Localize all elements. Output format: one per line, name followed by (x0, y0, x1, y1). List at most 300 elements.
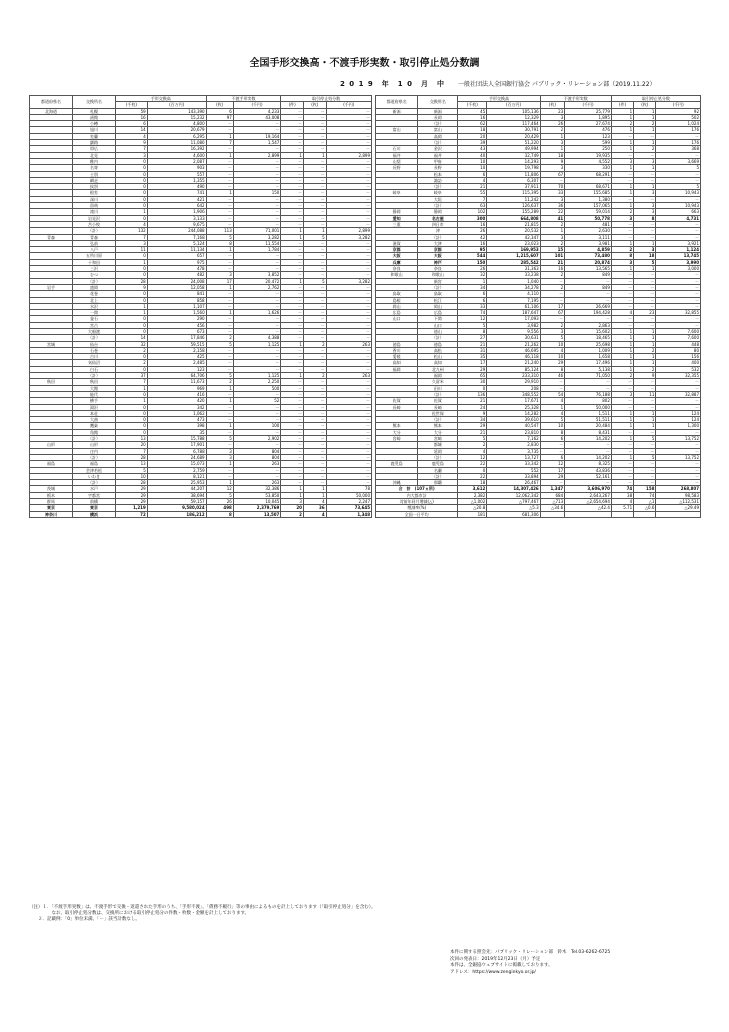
cell-value: 2 (611, 209, 633, 215)
cell-value: － (611, 171, 633, 177)
cell-value: － (656, 234, 701, 240)
cell-value: － (206, 391, 233, 397)
cell-value: － (303, 297, 326, 303)
cell-value: 1 (281, 278, 304, 284)
cell-value: 3 (540, 140, 564, 146)
cell-value: 25,779 (565, 108, 612, 114)
cell-value: 2 (634, 347, 656, 353)
summary-value (611, 511, 633, 517)
summary-value: 3,612 (458, 486, 487, 492)
cell-value: － (611, 461, 633, 467)
cell-value: 1,658 (565, 354, 612, 360)
cell-value: 9 (540, 158, 564, 164)
cell-value: 17,846 (147, 335, 206, 341)
cell-value: － (233, 297, 281, 303)
cell-value: 7 (458, 196, 487, 202)
cell-value: 4 (540, 398, 564, 404)
cell-value: 17,496 (565, 360, 612, 366)
cell-value: － (281, 284, 304, 290)
cell-value: 15,232 (147, 114, 206, 120)
cell-value: 0 (116, 423, 148, 429)
cell-value: － (656, 152, 701, 158)
cell-value: 1 (634, 165, 656, 171)
cell-value: － (634, 467, 656, 473)
cell-value: 2 (540, 240, 564, 246)
header-count-sheets-2: (枚) (634, 102, 656, 108)
cell-value: 21,240 (487, 360, 540, 366)
cell-exchange: （計） (418, 473, 458, 479)
cell-exchange: 高知 (418, 360, 458, 366)
cell-value: － (656, 177, 701, 183)
cell-value: － (326, 209, 371, 215)
cell-value: 1 (206, 398, 233, 404)
cell-value: 1 (206, 152, 233, 158)
cell-value: 186,212 (147, 511, 206, 517)
cell-value: 481 (565, 221, 612, 227)
cell-value: 18,465 (565, 335, 612, 341)
cell-value: 26 (458, 266, 487, 272)
cell-value: － (634, 177, 656, 183)
cell-value: － (233, 328, 281, 334)
cell-value: 1,125 (233, 373, 281, 379)
cell-value: 85,124 (487, 366, 540, 372)
cell-value: 1 (281, 341, 304, 347)
cell-value: 17 (206, 278, 233, 284)
cell-value: 5 (634, 436, 656, 442)
cell-value: － (326, 108, 371, 114)
cell-value: 1 (206, 247, 233, 253)
cell-value: － (326, 259, 371, 265)
cell-value: － (206, 196, 233, 202)
cell-value: － (611, 480, 633, 486)
cell-value: 1 (116, 385, 148, 391)
cell-value: 25,328 (487, 404, 540, 410)
cell-value: 117,464 (487, 121, 540, 127)
cell-value: 1 (611, 328, 633, 334)
cell-value: － (326, 215, 371, 221)
cell-value: － (656, 448, 701, 454)
cell-value: 3,111 (565, 234, 612, 240)
cell-value: 1 (634, 410, 656, 416)
cell-value: － (233, 442, 281, 448)
cell-value: － (656, 442, 701, 448)
cell-value: － (656, 284, 701, 290)
cell-prefecture: 富山 (376, 127, 418, 133)
cell-prefecture: 京都 (376, 247, 418, 253)
cell-value: 7 (116, 146, 148, 152)
cell-value: － (326, 171, 371, 177)
cell-value: 92 (656, 108, 701, 114)
cell-value: － (233, 473, 281, 479)
header-amount-thousand: (千円) (565, 102, 612, 108)
cell-value: 2,863 (565, 322, 612, 328)
cell-value: － (326, 190, 371, 196)
cell-prefecture: 大分 (376, 429, 418, 435)
cell-value: － (326, 442, 371, 448)
cell-value: 29 (458, 366, 487, 372)
cell-value: 8 (611, 253, 633, 259)
header-pref: 都道府県名 (30, 96, 73, 109)
cell-value: － (326, 272, 371, 278)
cell-value: － (656, 228, 701, 234)
cell-prefecture: 熊本 (376, 423, 418, 429)
cell-value: － (206, 253, 233, 259)
cell-exchange: 留萌 (73, 203, 116, 209)
cell-value: 4 (303, 499, 326, 505)
cell-exchange: 富山 (418, 127, 458, 133)
cell-value: 330 (565, 165, 612, 171)
cell-value: － (326, 303, 371, 309)
cell-value: 32,749 (487, 152, 540, 158)
cell-value: － (281, 385, 304, 391)
cell-value: － (656, 196, 701, 202)
cell-value: － (326, 114, 371, 120)
summary-value: 4 (611, 499, 633, 505)
cell-value: 903 (147, 165, 206, 171)
cell-value: － (656, 272, 701, 278)
cell-value: － (281, 417, 304, 423)
cell-value: － (281, 379, 304, 385)
cell-value: － (656, 379, 701, 385)
cell-value: － (656, 316, 701, 322)
cell-value: 33,894 (487, 473, 540, 479)
cell-value: 32 (116, 341, 148, 347)
summary-value: △1,002 (458, 499, 487, 505)
cell-value: 105,136 (487, 108, 540, 114)
summary-row (376, 505, 701, 511)
cell-value: 1 (281, 486, 304, 492)
summary-value: 38 (611, 492, 633, 498)
cell-value: 0 (116, 272, 148, 278)
cell-value: 7,162 (487, 436, 540, 442)
cell-value: 1,124 (656, 247, 701, 253)
cell-value: 10,045 (233, 499, 281, 505)
cell-exchange: （計） (418, 284, 458, 290)
cell-value: 11,554 (233, 240, 281, 246)
cell-value: 7 (116, 379, 148, 385)
cell-value: － (206, 266, 233, 272)
cell-exchange: 旭川 (73, 127, 116, 133)
cell-value: － (303, 328, 326, 334)
cell-value: 2,247 (326, 499, 371, 505)
cell-value: 6,307 (487, 177, 540, 183)
cell-value: － (611, 221, 633, 227)
cell-value: － (611, 291, 633, 297)
cell-value: 4 (611, 310, 633, 316)
cell-value: － (281, 467, 304, 473)
cell-value: － (303, 360, 326, 366)
cell-value: － (565, 278, 612, 284)
cell-prefecture: 佐賀 (376, 398, 418, 404)
cell-value: 1,511 (565, 410, 612, 416)
header-amount-thousand-2: (千円) (326, 102, 371, 108)
cell-value: 68,291 (565, 171, 612, 177)
cell-exchange: 一関 (73, 310, 116, 316)
cell-value: 52 (233, 398, 281, 404)
cell-value: 76,188 (565, 391, 612, 397)
cell-value: － (303, 354, 326, 360)
cell-value: 1 (611, 266, 633, 272)
cell-value: 40 (458, 152, 487, 158)
cell-value: 2 (303, 341, 326, 347)
cell-exchange: （計） (418, 234, 458, 240)
cell-value: － (326, 196, 371, 202)
cell-value: 1,348 (326, 511, 371, 517)
cell-value: 1 (611, 360, 633, 366)
cell-value: 0 (116, 266, 148, 272)
cell-value: 1,215,607 (487, 253, 540, 259)
cell-value: － (233, 209, 281, 215)
cell-exchange: 鷹巣 (73, 423, 116, 429)
cell-value: 2 (116, 360, 148, 366)
cell-value: 43 (458, 146, 487, 152)
cell-value: － (540, 297, 564, 303)
cell-value: 416 (147, 391, 206, 397)
cell-value: 20,532 (487, 228, 540, 234)
cell-value: － (281, 146, 304, 152)
cell-value: － (634, 404, 656, 410)
cell-value: 20,472 (233, 278, 281, 284)
cell-value: 187,647 (487, 310, 540, 316)
cell-value: － (303, 467, 326, 473)
cell-value: 0 (116, 171, 148, 177)
cell-value: － (281, 127, 304, 133)
cell-value: － (326, 158, 371, 164)
cell-value: 1 (303, 228, 326, 234)
cell-exchange: 徳島 (418, 341, 458, 347)
cell-value: 2 (634, 366, 656, 372)
cell-value: 12 (458, 316, 487, 322)
cell-value: 8 (206, 511, 233, 517)
cell-value: 1,547 (233, 140, 281, 146)
cell-value: － (303, 259, 326, 265)
cell-value: 10 (458, 165, 487, 171)
cell-value: 24 (458, 404, 487, 410)
cell-value: 2 (540, 127, 564, 133)
cell-value: 5 (458, 322, 487, 328)
cell-value: － (281, 209, 304, 215)
cell-value: － (303, 215, 326, 221)
cell-value: － (303, 461, 326, 467)
cell-value: － (206, 171, 233, 177)
summary-value: △42.4 (565, 505, 612, 511)
cell-value: 849 (565, 284, 612, 290)
cell-prefecture: 和歌山 (376, 272, 418, 278)
header-suspension: 取引停止処分数 (281, 96, 372, 102)
cell-value: 0 (116, 190, 148, 196)
cell-value: 975 (147, 259, 206, 265)
cell-value: － (206, 467, 233, 473)
cell-exchange: 宇都宮 (73, 492, 116, 498)
cell-value: 425 (147, 354, 206, 360)
cell-value: 1 (611, 347, 633, 353)
cell-value: － (303, 429, 326, 435)
cell-value: 2,630 (565, 228, 612, 234)
header-count-sheets: (枚) (540, 102, 564, 108)
cell-value: 18 (458, 480, 487, 486)
cell-value: － (303, 473, 326, 479)
cell-value: － (233, 360, 281, 366)
cell-exchange: 鹿児島 (418, 461, 458, 467)
cell-value: 1 (611, 341, 633, 347)
cell-value: － (565, 297, 612, 303)
cell-exchange: （計） (73, 454, 116, 460)
cell-value: 14 (116, 335, 148, 341)
cell-value: － (206, 121, 233, 127)
cell-value: 1 (206, 310, 233, 316)
cell-value: 21 (458, 429, 487, 435)
cell-value: 102 (458, 209, 487, 215)
cell-value: 73,645 (326, 505, 371, 511)
cell-value: － (303, 127, 326, 133)
cell-exchange: 岩見沢 (73, 215, 116, 221)
contact-box (450, 950, 610, 976)
header-count-sheets-2: (枚) (303, 102, 326, 108)
cell-value: － (326, 266, 371, 272)
cell-value: － (303, 398, 326, 404)
cell-value: － (206, 127, 233, 133)
cell-value: 176 (656, 140, 701, 146)
cell-value: 35 (458, 354, 487, 360)
cell-value: 4,233 (233, 108, 281, 114)
cell-value: － (233, 303, 281, 309)
cell-value: － (206, 404, 233, 410)
cell-value: 100 (233, 423, 281, 429)
cell-value: 3 (634, 190, 656, 196)
cell-value: 3 (540, 196, 564, 202)
cell-value: － (611, 398, 633, 404)
cell-value: － (303, 165, 326, 171)
cell-value: 22 (458, 473, 487, 479)
cell-value: 33,342 (487, 461, 540, 467)
cell-value: － (233, 158, 281, 164)
cell-value: 5 (206, 436, 233, 442)
cell-value: － (303, 284, 326, 290)
cell-value: 6 (458, 171, 487, 177)
cell-value: 473 (147, 417, 206, 423)
cell-value: 59 (116, 108, 148, 114)
cell-value: 2 (303, 373, 326, 379)
cell-value: 22 (540, 209, 564, 215)
cell-exchange: 北上 (73, 297, 116, 303)
cell-value: 233,310 (487, 373, 540, 379)
cell-value: 3,921 (656, 240, 701, 246)
cell-value: 4 (458, 448, 487, 454)
cell-value: － (611, 467, 633, 473)
cell-exchange: 三沢 (73, 266, 116, 272)
header-clearing: 手形交換高 (116, 96, 207, 102)
cell-exchange: 滝川 (73, 209, 116, 215)
cell-value: 3,982 (487, 322, 540, 328)
summary-value: △112,531 (656, 499, 701, 505)
summary-value: 681,306 (487, 511, 540, 517)
header-dishonored: 不渡手形実数 (540, 96, 611, 102)
cell-exchange: （計） (418, 184, 458, 190)
cell-exchange: 札幌 (73, 108, 116, 114)
cell-prefecture: 福井 (376, 152, 418, 158)
cell-exchange: 帯広 (73, 146, 116, 152)
cell-value: － (326, 335, 371, 341)
cell-value: － (656, 467, 701, 473)
cell-exchange: 大垣 (418, 196, 458, 202)
cell-value: － (303, 133, 326, 139)
cell-value: 62 (458, 121, 487, 127)
cell-value: 33,238 (487, 272, 540, 278)
cell-value: 2 (540, 272, 564, 278)
cell-value: 43,008 (233, 114, 281, 120)
cell-value: 50,000 (565, 404, 612, 410)
cell-value: － (233, 253, 281, 259)
cell-value: 0 (458, 467, 487, 473)
cell-value: － (565, 177, 612, 183)
cell-value: 3,735 (487, 448, 540, 454)
cell-value: 8 (540, 429, 564, 435)
cell-value: 150 (458, 259, 487, 265)
cell-value: 21 (458, 341, 487, 347)
cell-value: － (326, 310, 371, 316)
cell-value: － (326, 127, 371, 133)
cell-value: － (233, 171, 281, 177)
cell-value: 126,637 (487, 203, 540, 209)
cell-exchange: 本荘 (73, 410, 116, 416)
cell-value: － (656, 398, 701, 404)
cell-value: 1 (611, 454, 633, 460)
cell-value: 3,133 (147, 215, 206, 221)
cell-value: 36 (540, 203, 564, 209)
cell-value: 7,168 (147, 234, 206, 240)
cell-exchange: （計） (73, 436, 116, 442)
cell-value: 3,282 (326, 278, 371, 284)
cell-value: － (326, 473, 371, 479)
cell-value: 3 (634, 209, 656, 215)
cell-value: 0 (116, 404, 148, 410)
cell-value: － (281, 190, 304, 196)
cell-value: － (281, 303, 304, 309)
cell-value: 208 (487, 385, 540, 391)
summary-value: △713 (540, 499, 564, 505)
cell-value: 1 (116, 303, 148, 309)
cell-prefecture: 山梨 (376, 158, 418, 164)
cell-value: 557 (147, 171, 206, 177)
cell-prefecture: 新潟 (376, 108, 418, 114)
cell-value: － (326, 284, 371, 290)
cell-exchange: （計） (418, 454, 458, 460)
cell-value: 51,220 (487, 140, 540, 146)
cell-value: － (634, 316, 656, 322)
cell-value: 1 (206, 423, 233, 429)
cell-value: 14 (116, 127, 148, 133)
header-amount-million: (百万円) (487, 102, 540, 108)
cell-value: 8 (206, 240, 233, 246)
cell-value: 6 (458, 291, 487, 297)
cell-exchange: 徳山 (418, 328, 458, 334)
cell-value: － (540, 291, 564, 297)
cell-value: 31,363 (487, 266, 540, 272)
cell-exchange: 五所川原 (73, 253, 116, 259)
cell-value: 15,073 (147, 461, 206, 467)
cell-value: 41 (540, 215, 564, 221)
cell-value: 5 (656, 184, 701, 190)
cell-value: 673 (147, 328, 206, 334)
cell-value: － (303, 404, 326, 410)
publisher-line: 一般社団法人全国銀行協会 パブリック・リレーション部（2019.11.22） (458, 81, 656, 88)
cell-value: － (303, 391, 326, 397)
cell-value: － (281, 454, 304, 460)
cell-exchange: 気仙沼 (73, 360, 116, 366)
cell-value: 804 (233, 448, 281, 454)
cell-value: － (233, 404, 281, 410)
cell-value: － (634, 379, 656, 385)
